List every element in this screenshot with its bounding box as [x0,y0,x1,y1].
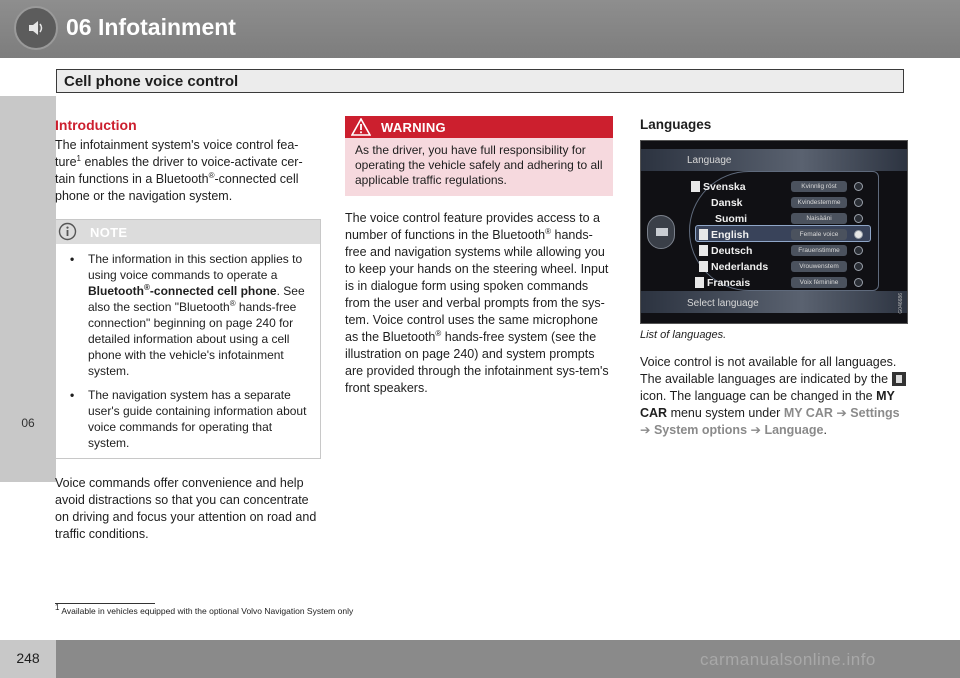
introduction-heading: Introduction [55,117,137,133]
speaker-icon-badge [14,6,58,50]
radio-button[interactable] [854,262,863,271]
convenience-paragraph: Voice commands offer convenience and help avoid distractions so that you can concentrate on driving and focus your attention on road and traffic conditions. [55,476,317,541]
note-b2-text: The navigation system has a separate user's guide containing information about voice commands for operating that system. [88,388,307,450]
middle-text-a: The voice control feature provides access to a number of functions in the Bluetooth [345,211,600,242]
voice-language-icon [892,372,906,386]
introduction-paragraph [55,137,321,205]
figure-code: G046686 [898,293,904,314]
footnote-text: Available in vehicles equipped with the optional Volvo Navigation System only [61,606,354,616]
intro-text-a: The infotainment system's voice control fea-ture [55,138,299,169]
language-name: English [711,229,749,241]
figure-bottom-text: Select language [687,298,759,309]
note-header [56,220,320,244]
speaker-icon [27,19,45,37]
my-car-label: MY CAR [640,389,895,420]
info-icon [58,222,77,241]
voice-language-icon [699,229,708,240]
voice-language-icon [691,181,700,192]
note-b1-text-c: hands-free connection" beginning on page 240 for detailed information about using a cell phone with the vehicle's infotainment system. [88,300,297,378]
note-box [55,219,321,459]
middle-text-b: hands-free and navigation systems while allowing you to keep your hands on the steering wheel. Input is in dialogue form using spoken commands from the user and verbal prompts from the sys-tem. Voice control uses the same microphone as the Bluetooth [345,228,609,344]
figure-caption: List of languages. [640,329,727,341]
language-name: Dansk [711,197,743,209]
language-name: Deutsch [711,245,753,257]
voice-label: Kvinnlig röst [791,181,847,192]
language-name: Svenska [703,181,746,193]
footnote-number: 1 [55,603,60,613]
footnote-ref: 1 [76,153,81,163]
note-body [56,244,320,458]
chapter-title: 06 Infotainment [66,14,236,40]
warning-box [345,116,613,196]
note-bullet [64,387,312,451]
language-row[interactable] [641,179,908,195]
note-bullet [64,251,312,379]
language-row[interactable] [641,227,908,243]
voice-language-icon [699,245,708,256]
voice-label: Female voice [791,229,847,240]
registered-mark: ® [545,226,552,236]
voice-label: Voix féminine [791,277,847,288]
languages-paragraph [640,354,908,439]
voice-control-paragraph [345,210,613,397]
note-b1-text-b: . See also the section "Bluetooth [88,284,305,314]
language-menu-figure [640,140,908,324]
language-row[interactable] [641,195,908,211]
language-row[interactable] [641,259,908,275]
lang-text-c: menu system under [667,406,784,420]
radio-button[interactable] [854,278,863,287]
bullet-glyph: • [70,252,75,266]
voice-label: Kvindestemme [791,197,847,208]
radio-button[interactable] [854,246,863,255]
registered-mark: ® [208,170,215,180]
column-left [55,116,321,543]
voice-language-icon [699,261,708,272]
language-name: Nederlands [711,261,769,273]
bullet-glyph: • [70,388,75,402]
registered-mark: ® [229,299,236,308]
middle-text-c: hands-free system (see the illustration on page 240) and system prompts are provided through the infotainment sys-tem's front speakers. [345,330,609,395]
languages-heading: Languages [640,117,712,132]
figure-bottom-bar [641,291,908,313]
voice-language-icon [695,277,704,288]
voice-label: Frauenstimme [791,245,847,256]
language-name: Suomi [715,213,748,225]
figure-title: Language [687,155,732,166]
chapter-tab-label: 06 [21,416,35,430]
intro-text-b: enables the driver to voice-activate cer-tain functions in a Bluetooth [55,155,303,186]
voice-label: Vrouwenstem [791,261,847,272]
radio-button[interactable] [854,230,863,239]
menu-path: MY CAR ➔ Settings ➔ System options ➔ Language [640,406,900,437]
watermark: carmanualsonline.info [700,650,876,669]
note-b1-bold-b: -connected cell phone [149,284,277,298]
figure-title-bar [641,149,908,171]
warning-triangle-icon [351,118,371,136]
footnote [55,603,354,616]
note-b1-bold: Bluetooth [88,284,144,298]
lang-text-a: Voice control is not available for all languages. The available languages are indicated by the [640,355,897,386]
warning-header [345,116,613,138]
language-row[interactable] [641,275,908,291]
radio-button[interactable] [854,198,863,207]
radio-button[interactable] [854,182,863,191]
intro-text-c: -connected cell phone or the navigation system. [55,172,299,203]
lang-text-b: icon. The language can be changed in the [640,389,877,403]
warning-title: WARNING [381,120,446,135]
footnote-rule [55,603,155,604]
note-b1-text-a: The information in this section applies to using voice commands to operate a [88,252,303,282]
warning-body: As the driver, you have full responsibility for operating the vehicle safely and adhering to all applicable traffic regulations. [355,143,603,187]
section-title: Cell phone voice control [64,73,239,90]
language-row[interactable] [641,243,908,259]
registered-mark: ® [144,283,150,292]
radio-button[interactable] [854,214,863,223]
note-title: NOTE [90,225,128,240]
language-name: Francais [707,277,751,289]
registered-mark: ® [435,328,442,338]
lang-text-end: . [823,423,827,437]
voice-label: Naisääni [791,213,847,224]
column-right [640,116,908,439]
column-middle [345,116,613,397]
page-number: 248 [16,650,40,666]
